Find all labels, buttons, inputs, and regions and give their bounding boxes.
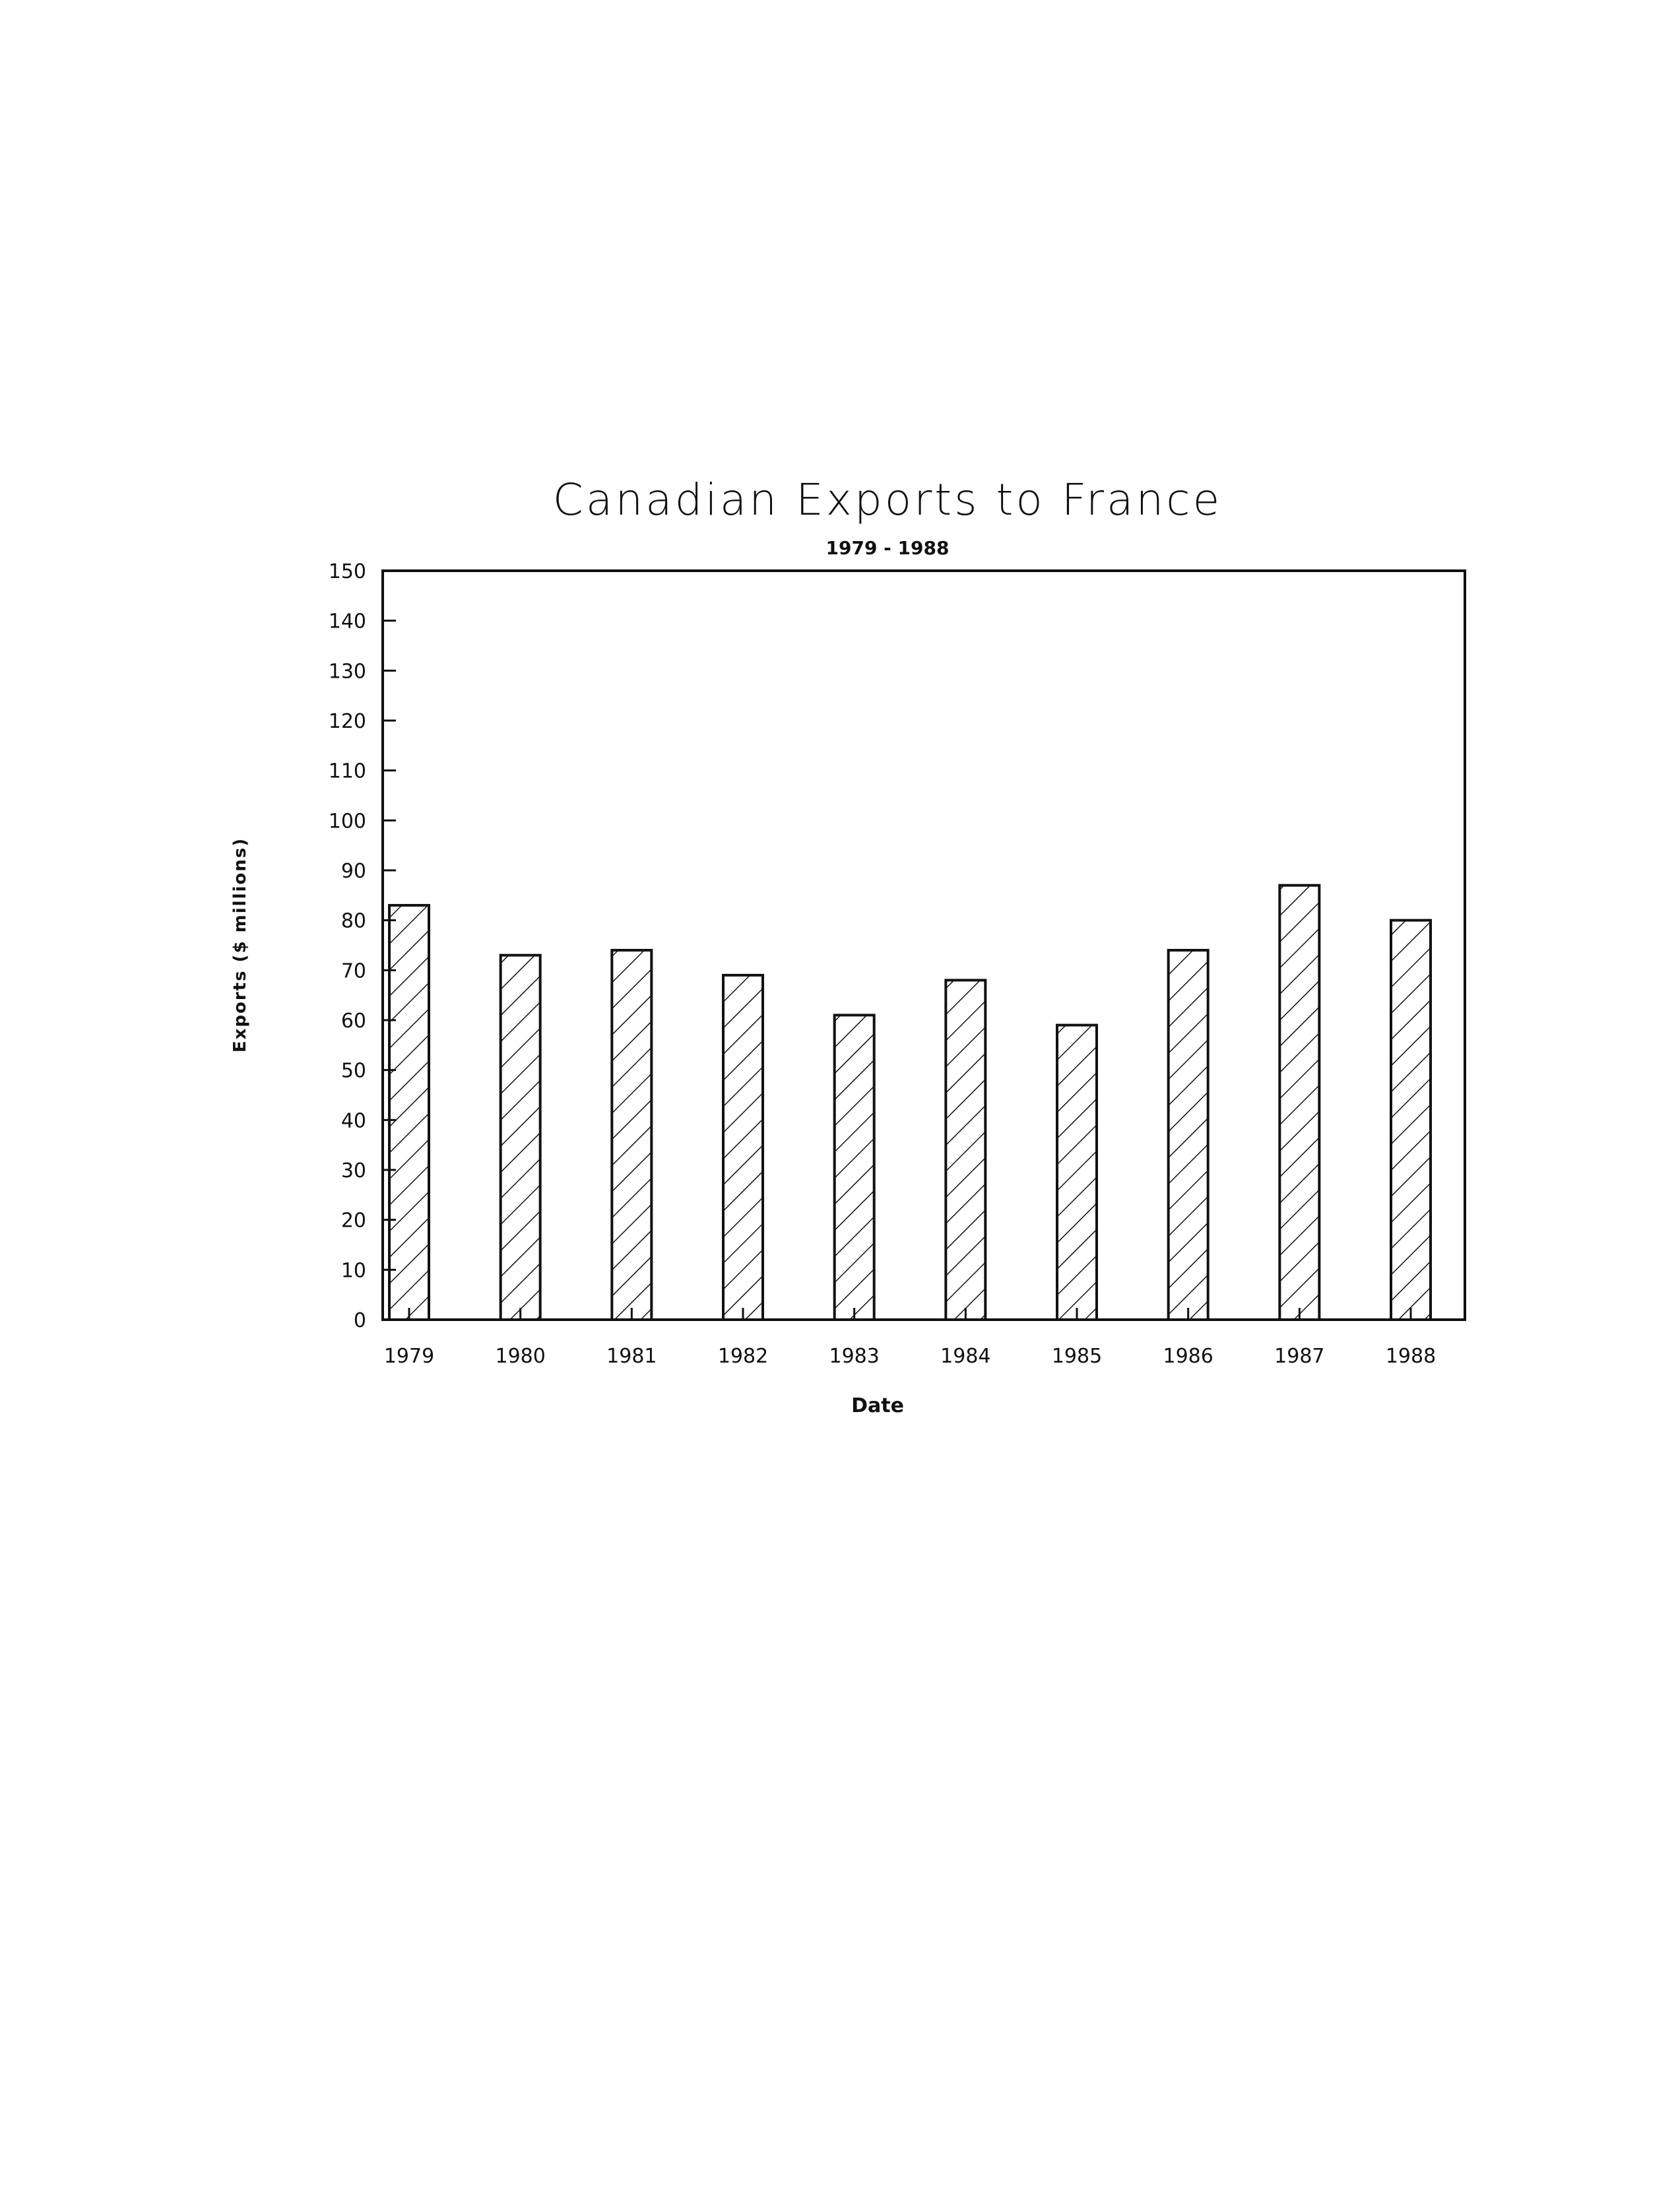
y-tick-label: 0 [353,1309,366,1332]
bar-1986 [1169,950,1208,1320]
y-axis-label: Exports ($ millions) [230,837,250,1053]
y-tick-label: 70 [340,959,366,983]
y-tick-label: 150 [328,560,366,583]
x-tick-label: 1984 [940,1345,991,1368]
x-axis [384,1308,1436,1368]
x-tick-label: 1985 [1051,1345,1103,1368]
bar-1984 [946,980,985,1320]
y-tick-label: 30 [340,1159,366,1182]
bar-1983 [835,1015,874,1320]
x-tick-label: 1987 [1274,1345,1325,1368]
y-tick-label: 110 [328,759,366,783]
y-tick-label: 40 [340,1109,366,1133]
chart-title: Canadian Exports to France [552,474,1223,525]
x-axis-label: Date [851,1394,904,1417]
y-tick-label: 80 [340,909,366,933]
y-tick-label: 100 [328,810,366,833]
bars [389,886,1431,1320]
x-tick-label: 1986 [1163,1345,1213,1368]
x-tick-label: 1981 [606,1345,657,1368]
y-tick-label: 60 [340,1010,366,1033]
chart-subtitle: 1979 - 1988 [825,537,950,559]
bar-1987 [1279,886,1319,1320]
bar-1979 [389,905,429,1320]
x-tick-label: 1988 [1385,1345,1437,1368]
x-tick-label: 1982 [717,1345,769,1368]
y-tick-label: 130 [328,660,366,684]
y-tick-label: 140 [328,610,366,633]
y-axis [329,560,396,1332]
bar-1988 [1391,920,1431,1320]
x-tick-label: 1983 [829,1345,880,1368]
y-tick-label: 90 [340,860,366,883]
bar-1985 [1057,1025,1097,1320]
y-tick-label: 20 [340,1209,366,1233]
y-tick-label: 50 [340,1059,366,1083]
x-tick-label: 1979 [383,1345,435,1368]
y-tick-label: 10 [340,1259,366,1283]
y-tick-label: 120 [328,710,366,733]
x-tick-label: 1980 [495,1345,546,1368]
bar-1980 [501,955,540,1320]
bar-1982 [723,975,763,1320]
bar-1981 [612,950,651,1320]
